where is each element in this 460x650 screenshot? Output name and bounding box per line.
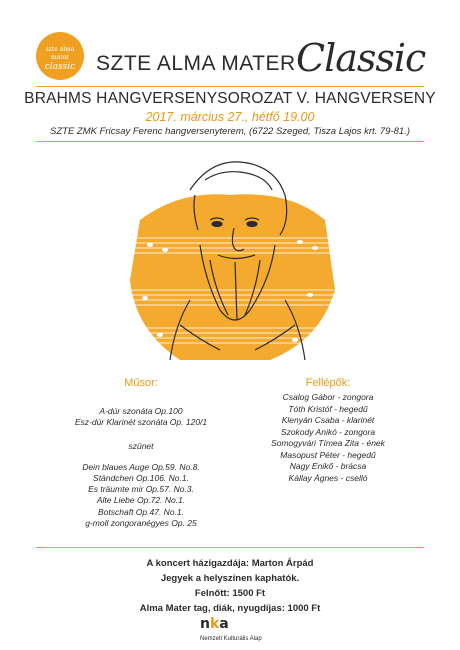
performers-title: Fellépők: xyxy=(305,377,351,389)
program-item: Esz-dúr Klarinét szonáta Op. 120/1 xyxy=(74,417,208,428)
concert-host: A koncert házigazdája: Marton Árpád xyxy=(146,558,314,569)
divider-top xyxy=(36,86,424,87)
divider-venue xyxy=(36,141,424,142)
nka-logo-icon: nka xyxy=(200,616,229,632)
event-date: 2017. március 27., hétfő 19.00 xyxy=(145,110,315,124)
logo-line1: szte alma mater xyxy=(45,46,75,61)
brand-title: SZTE ALMA MATER xyxy=(96,52,296,75)
performer-item: Masopust Péter - hegedű xyxy=(280,449,376,460)
performer-item: Szokody Anikó - zongora xyxy=(280,426,376,437)
performer-item: Somogyvári Tímea Zita - ének xyxy=(271,438,385,448)
program-section xyxy=(56,377,226,529)
ticket-availability: Jegyek a helyszínen kaphatók. xyxy=(160,573,300,584)
nka-logo-text: Nemzeti Kulturális Alap xyxy=(200,636,262,642)
program-item: A-dúr szonáta Op.100 xyxy=(99,406,183,416)
program-item: Es träumte mir Op.57. No.3. xyxy=(88,484,194,495)
performers-section xyxy=(238,377,418,484)
performer-item: Kállay Ágnes - cselló xyxy=(288,472,368,483)
performer-item: Csalog Gábor - zongora xyxy=(282,392,374,402)
discount-price: Alma Mater tag, diák, nyugdíjas: 1000 Ft xyxy=(139,603,321,614)
brand-classic: Classic xyxy=(296,36,426,80)
performer-item: Klenyán Csaba - klarinét xyxy=(281,415,375,425)
performer-item: Tóth Kristóf - hegedű xyxy=(288,403,368,414)
program-item: Dein blaues Auge Op.59. No.8. xyxy=(82,461,200,472)
logo-line2: classic xyxy=(44,62,76,72)
program-item: Alte Liebe Op.72. No.1. xyxy=(96,495,186,506)
event-venue: SZTE ZMK Fricsay Ferenc hangversenyterem, (6722 Szeged, Tisza Lajos krt. 79-81.) xyxy=(50,126,410,137)
program-item: g-moll zongoranégyes Op. 25 xyxy=(85,518,197,529)
nka-sponsor-logo xyxy=(200,616,290,646)
program-intermission: szünet xyxy=(128,440,154,451)
program-item: Ständchen Op.106. No.1. xyxy=(93,472,189,483)
adult-price: Felnőtt: 1500 Ft xyxy=(194,588,266,599)
divider-footer xyxy=(36,547,424,548)
performer-item: Nagy Enikő - brácsa xyxy=(289,461,367,471)
program-item: Botschaft Op.47. No.1. xyxy=(98,506,184,517)
ticket-info xyxy=(0,556,460,616)
music-sheet-background xyxy=(130,194,335,360)
brahms-portrait-illustration xyxy=(120,150,342,370)
program-title: Műsor: xyxy=(124,377,158,389)
header xyxy=(0,22,460,86)
series-title: BRAHMS HANGVERSENYSOROZAT V. HANGVERSENY xyxy=(24,90,436,107)
alma-mater-logo xyxy=(36,32,84,80)
